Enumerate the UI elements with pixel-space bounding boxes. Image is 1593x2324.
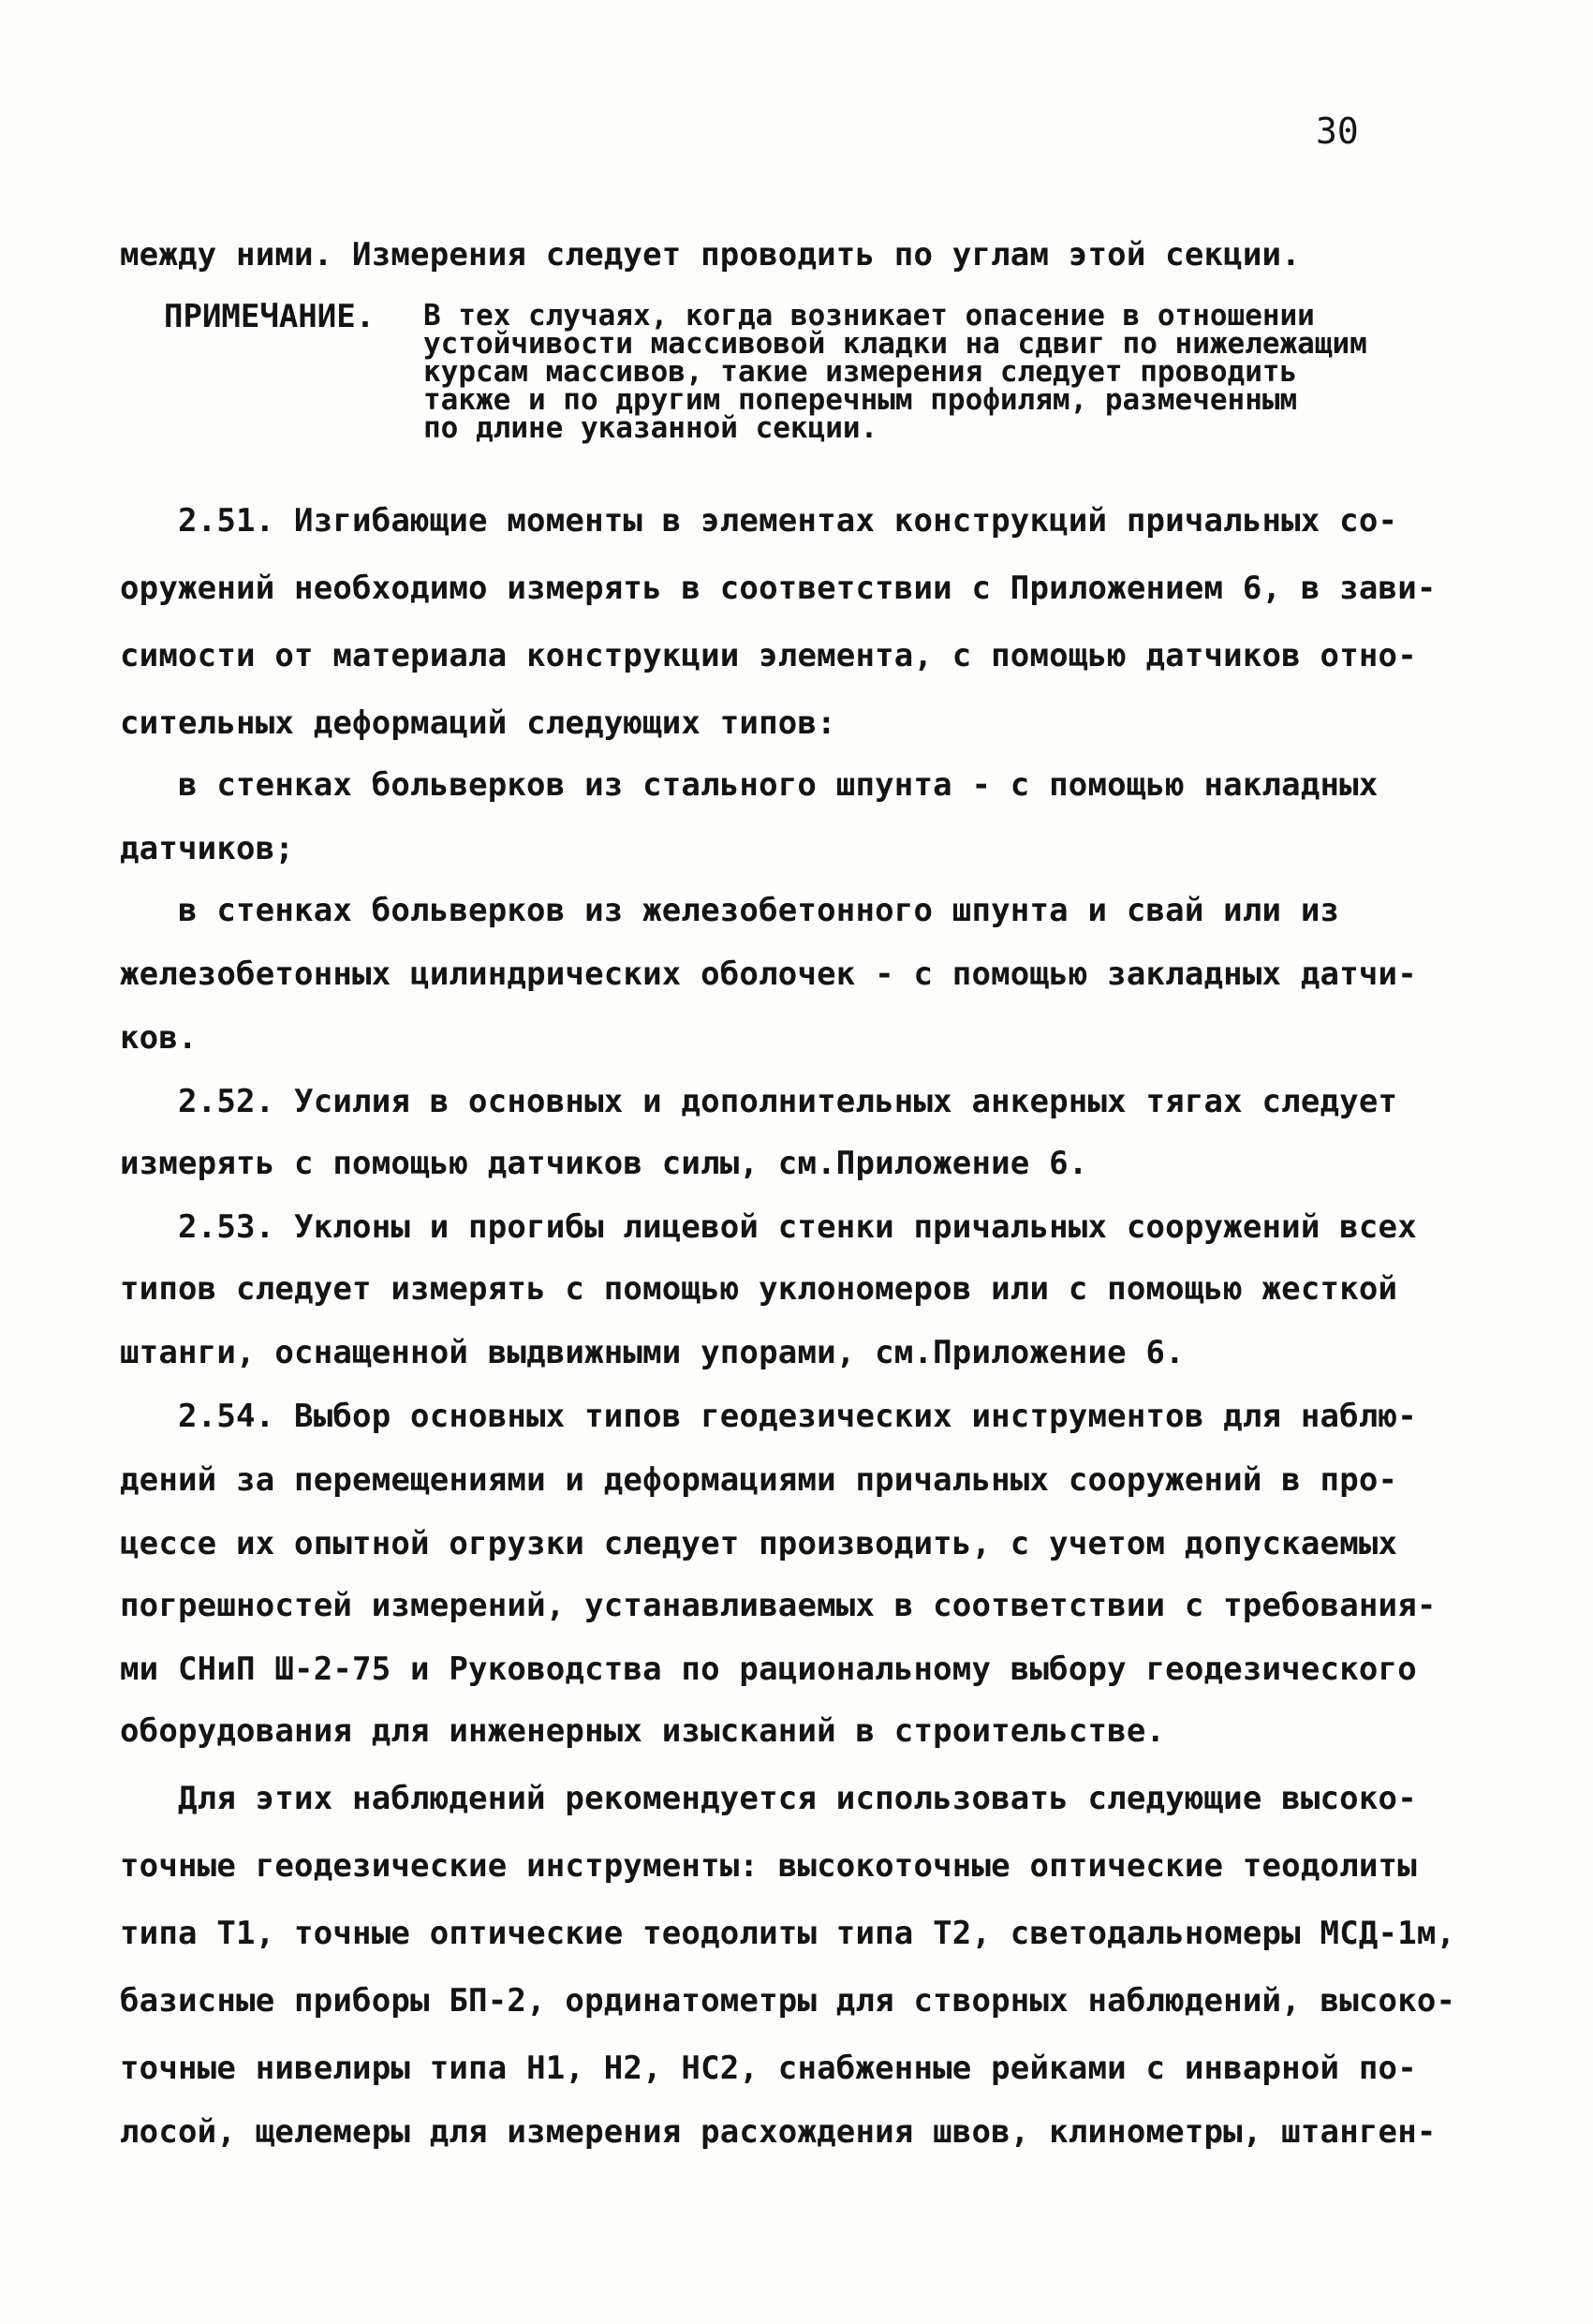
paragraph-line: 2.52. Усилия в основных и дополнительных анкерных тягах следует bbox=[178, 1083, 1398, 1120]
paragraph-line: ми СНиП Ш-2-75 и Руководства по рациональному выбору геодезического bbox=[120, 1650, 1417, 1688]
paragraph-line: в стенках больверков из железобетонного шпунта и свай или из bbox=[178, 892, 1340, 929]
note-line: по длине указанной секции. bbox=[423, 411, 878, 445]
paragraph-line: 2.51. Изгибающие моменты в элементах конструкций причальных со- bbox=[178, 502, 1398, 540]
note-line: В тех случаях, когда возникает опасение в отношении bbox=[423, 299, 1315, 333]
paragraph-line: оружений необходимо измерять в соответствии с Приложением 6, в зави- bbox=[120, 570, 1437, 607]
paragraph-line: железобетонных цилиндрических оболочек - с помощью закладных датчи- bbox=[120, 955, 1417, 993]
note-line: курсам массивов, такие измерения следует проводить bbox=[423, 355, 1298, 389]
paragraph-line: типа Т1, точные оптические теодолиты типа Т2, светодальномеры МСД-1м, bbox=[120, 1915, 1456, 1952]
paragraph-line: цессе их опытной огрузки следует производить, с учетом допускаемых bbox=[120, 1525, 1398, 1562]
page-number: 30 bbox=[1316, 111, 1359, 152]
paragraph-line: лосой, щелемеры для измерения расхождения швов, клинометры, штанген- bbox=[120, 2113, 1437, 2151]
paragraph-line: датчиков; bbox=[120, 830, 295, 867]
paragraph-line: 2.53. Уклоны и прогибы лицевой стенки причальных сооружений всех bbox=[178, 1208, 1417, 1246]
paragraph-line: Для этих наблюдений рекомендуется использовать следующие высоко- bbox=[178, 1780, 1417, 1817]
paragraph-line: симости от материала конструкции элемента, с помощью датчиков отно- bbox=[120, 637, 1417, 674]
paragraph-line: точные нивелиры типа Н1, Н2, НС2, снабженные рейками с инварной по- bbox=[120, 2050, 1417, 2087]
paragraph-line: дений за перемещениями и деформациями причальных сооружений в про- bbox=[120, 1461, 1398, 1499]
paragraph-line: между ними. Измерения следует проводить по углам этой секции. bbox=[120, 236, 1301, 274]
paragraph-line: сительных деформаций следующих типов: bbox=[120, 704, 836, 742]
paragraph-line: точные геодезические инструменты: высокоточные оптические теодолиты bbox=[120, 1847, 1417, 1885]
paragraph-line: типов следует измерять с помощью уклономеров или с помощью жесткой bbox=[120, 1270, 1398, 1308]
paragraph-line: базисные приборы БП-2, ординатометры для створных наблюдений, высоко- bbox=[120, 1982, 1456, 2020]
paragraph-line: погрешностей измерений, устанавливаемых в соответствии с требования- bbox=[120, 1587, 1437, 1624]
note-line: устойчивости массивовой кладки на сдвиг по нижележащим bbox=[423, 327, 1367, 361]
note-line: также и по другим поперечным профилям, размеченным bbox=[423, 383, 1298, 417]
paragraph-line: в стенках больверков из стального шпунта - с помощью накладных bbox=[178, 766, 1379, 804]
paragraph-line: 2.54. Выбор основных типов геодезических инструментов для наблю- bbox=[178, 1398, 1417, 1435]
paragraph-line: измерять с помощью датчиков силы, см.Приложение 6. bbox=[120, 1145, 1088, 1182]
note-label: ПРИМЕЧАНИЕ. bbox=[164, 298, 376, 335]
paragraph-line: штанги, оснащенной выдвижными упорами, см.Приложение 6. bbox=[120, 1334, 1185, 1371]
paragraph-line: ков. bbox=[120, 1019, 198, 1057]
paragraph-line: оборудования для инженерных изысканий в строительстве. bbox=[120, 1712, 1166, 1750]
